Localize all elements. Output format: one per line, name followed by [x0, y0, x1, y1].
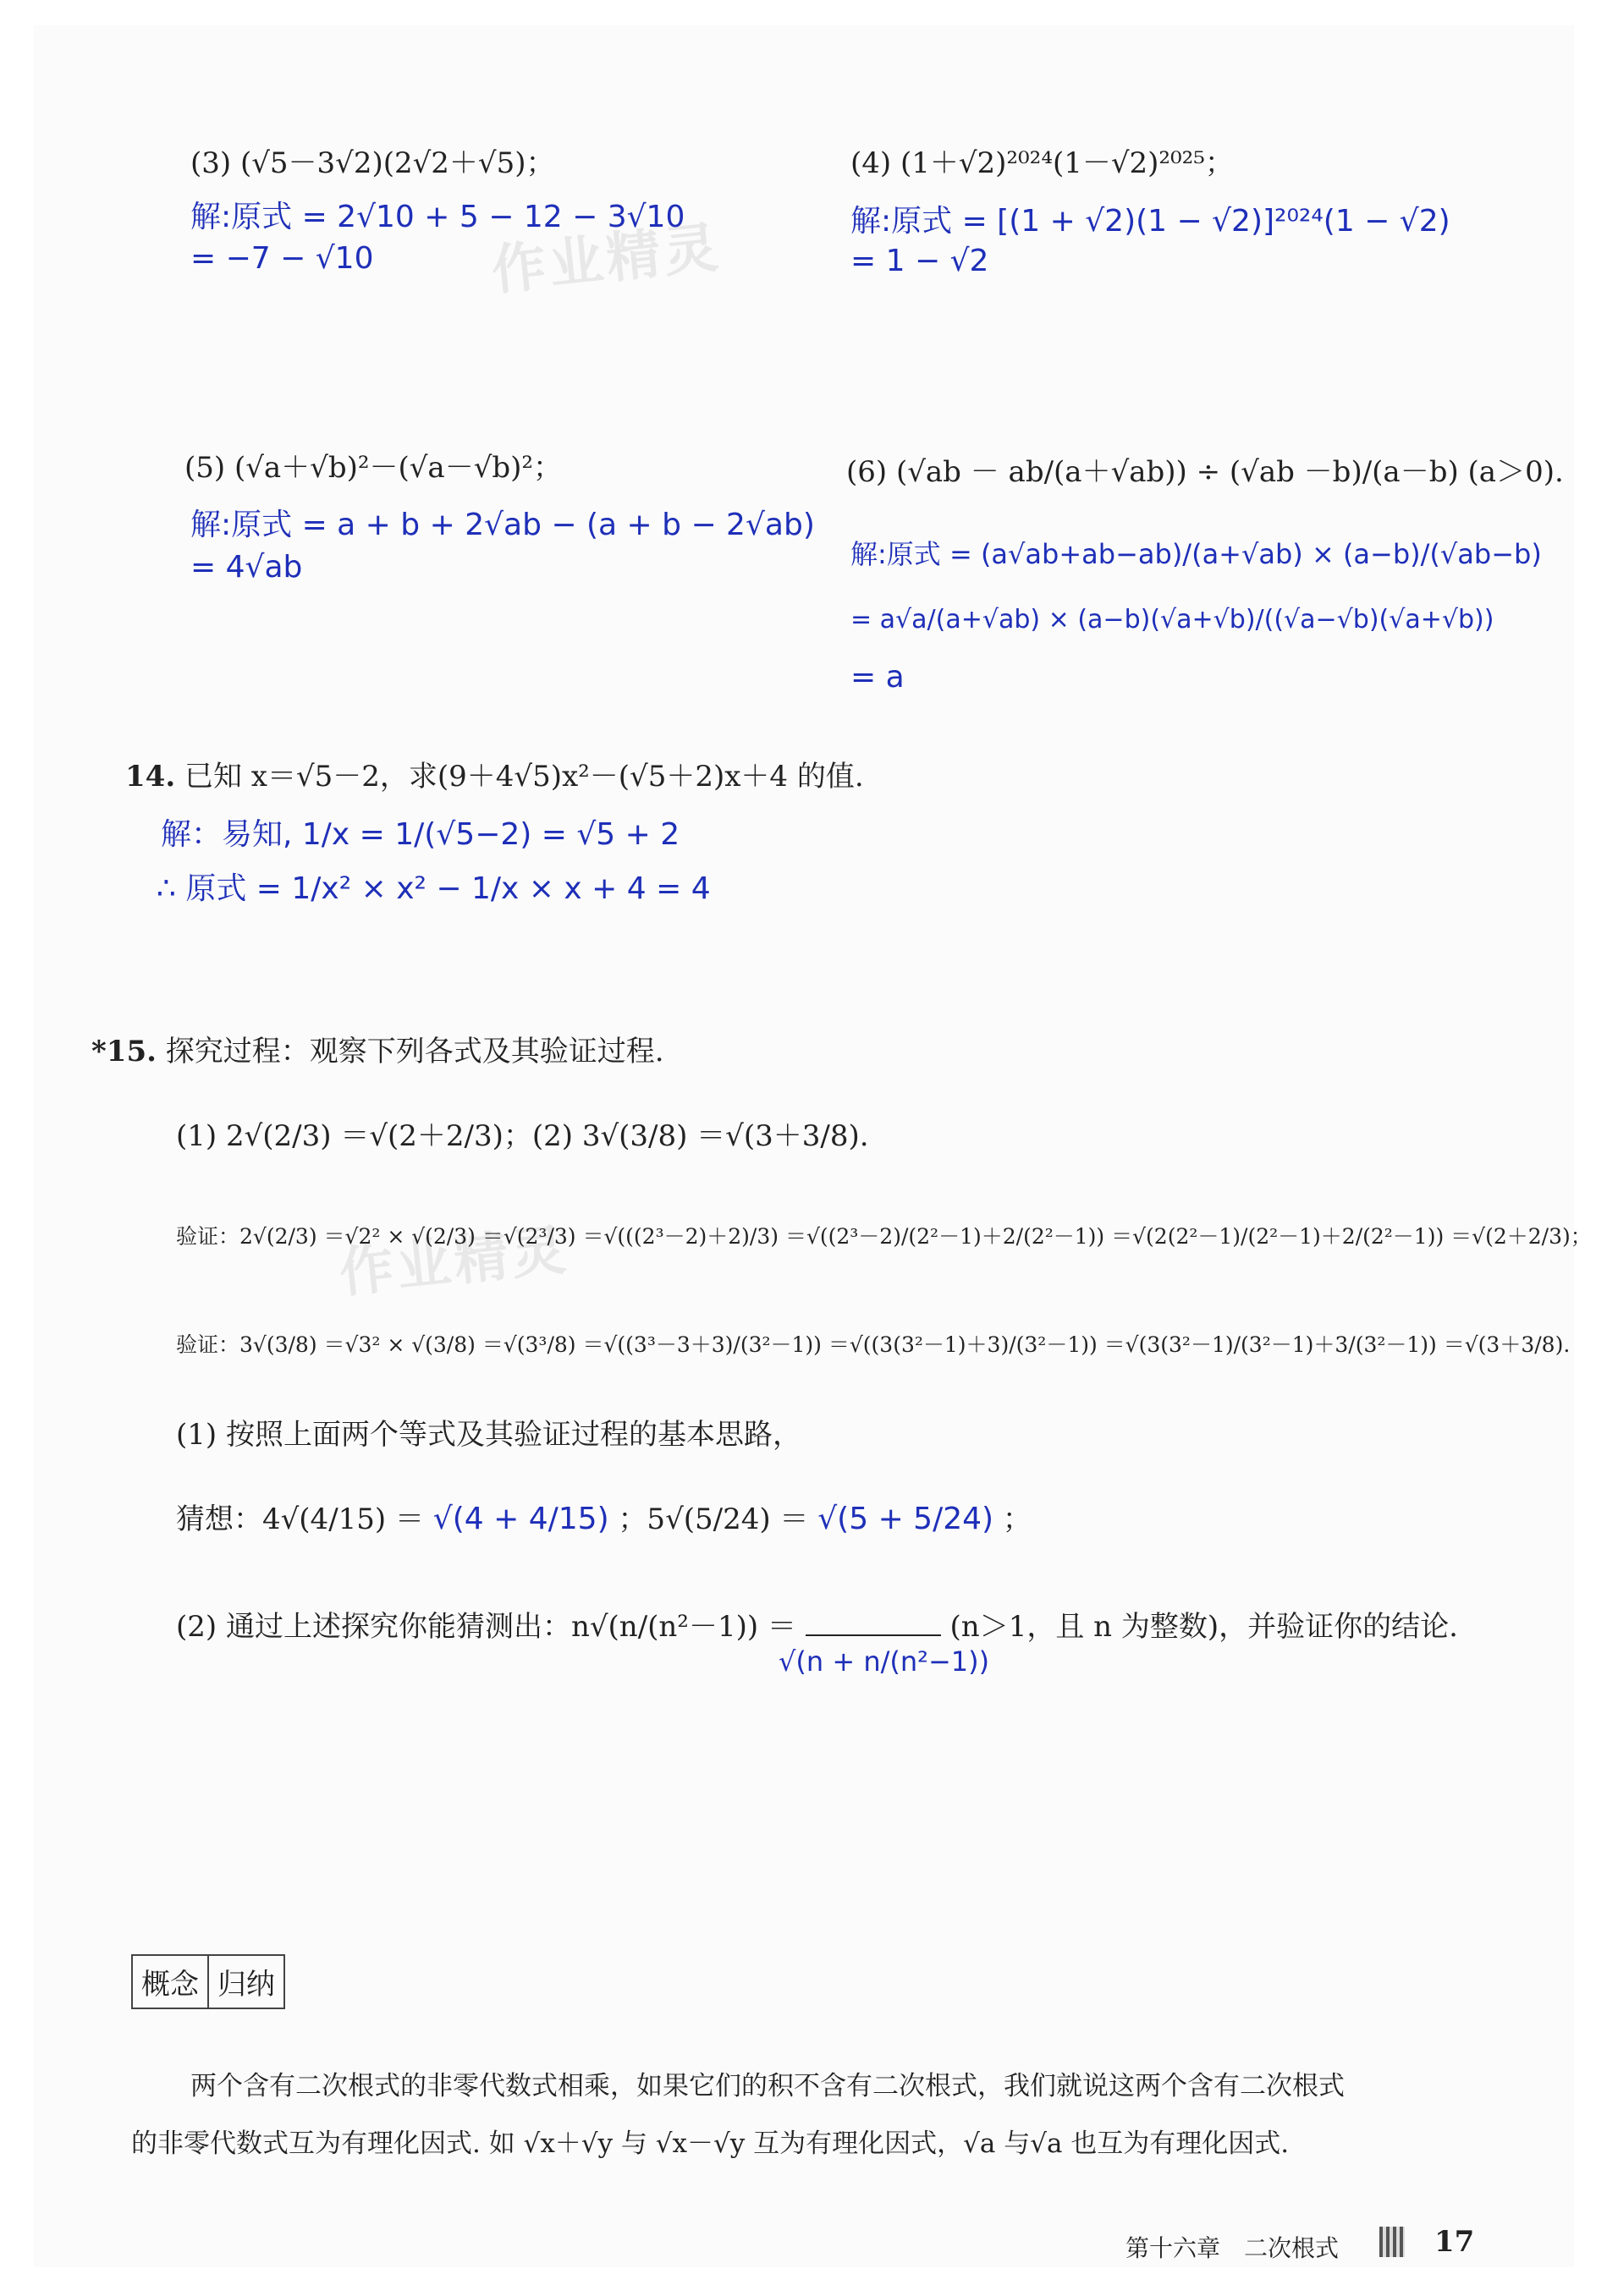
answer-blank — [806, 1634, 941, 1636]
problem-15-question: 探究过程：观察下列各式及其验证过程. — [165, 1035, 664, 1068]
guess-answer-2: √(5 + 5/24) — [817, 1502, 994, 1536]
problem-6-answer-line2: = a√a/(a+√ab) × (a−b)(√a+√b)/((√a−√b)(√a+√b)) — [850, 605, 1494, 634]
problem-6-question: (6) (√ab － ab/(a＋√ab)) ÷ (√ab －b)/(a－b) (a＞0). — [846, 455, 1564, 489]
problem-14-question: 已知 x＝√5－2，求(9＋4√5)x²－(√5＋2)x＋4 的值. — [184, 760, 864, 794]
guess-end: ； — [1002, 1502, 1032, 1536]
problem-6-answer-line3: = a — [850, 660, 905, 695]
problem-5-answer-line1: 解:原式 = a + b + 2√ab − (a + b − 2√ab) — [190, 508, 815, 542]
page-number: 17 — [1434, 2225, 1475, 2259]
problem-3-answer-line1: 解:原式 = 2√10 + 5 − 12 − 3√10 — [190, 200, 685, 234]
problem-5-question: (5) (√a＋√b)²－(√a－√b)²； — [184, 451, 563, 485]
sub2-suffix: (n＞1，且 n 为整数)，并验证你的结论. — [949, 1610, 1458, 1644]
concept-line-1: 两个含有二次根式的非零代数式相乘，如果它们的积不含有二次根式，我们就说这两个含有二次根式 — [190, 2071, 1345, 2101]
concept-header — [131, 1954, 285, 2009]
guess-middle: ；5√(5/24) ＝ — [618, 1502, 809, 1536]
problem-3-answer-line2: = −7 − √10 — [190, 241, 374, 276]
problem-15-examples: (1) 2√(2/3) ＝√(2＋2/3)；(2) 3√(3/8) ＝√(3＋3/8). — [176, 1119, 869, 1153]
problem-15 — [91, 1028, 664, 1069]
concept-tag-1: 概念 — [133, 1956, 209, 2008]
problem-4-answer-line2: = 1 − √2 — [850, 244, 989, 278]
problem-15-verify-1: 验证：2√(2/3) ＝√2² × √(2/3) ＝√(2³/3) ＝√(((2³－2)＋2)/3) ＝√((2³－2)/(2²－1)＋2/(2²－1)) ＝√(2(2²－1)/(2²－1)＋2/(2²－1)) ＝√(2＋2/3)； — [176, 1224, 1592, 1249]
problem-4-answer-line1: 解:原式 = [(1 + √2)(1 − √2)]²⁰²⁴(1 − √2) — [850, 204, 1450, 239]
problem-15-sub1: (1) 按照上面两个等式及其验证过程的基本思路， — [176, 1418, 801, 1452]
problem-14-number: 14. — [125, 760, 176, 794]
problem-14-answer-line2: ∴ 原式 = 1/x² × x² − 1/x × x + 4 = 4 — [157, 871, 711, 906]
problem-15-verify-2: 验证：3√(3/8) ＝√3² × √(3/8) ＝√(3³/8) ＝√((3³－3＋3)/(3²－1)) ＝√((3(3²－1)＋3)/(3²－1)) ＝√(3(3²－1)/(3²－1)＋3/(3²－1)) ＝√(3＋3/8). — [176, 1332, 1571, 1357]
footer-chapter: 第十六章 二次根式 — [1125, 2234, 1340, 2262]
problem-15-guess — [176, 1496, 1032, 1537]
problem-15-number: *15. — [91, 1035, 157, 1068]
concept-tag-2: 归纳 — [217, 1968, 275, 2002]
guess-prefix: 猜想：4√(4/15) ＝ — [176, 1502, 424, 1536]
watermark: 作业精灵 — [336, 1218, 572, 1305]
problem-14 — [125, 753, 864, 794]
problem-5-answer-line2: = 4√ab — [190, 550, 303, 585]
problem-15-sub2 — [176, 1603, 1458, 1645]
sub2-prefix: (2) 通过上述探究你能猜测出：n√(n/(n²－1)) ＝ — [176, 1610, 796, 1644]
problem-15-sub2-answer: √(n + n/(n²−1)) — [779, 1645, 990, 1678]
problem-3-question: (3) (√5－3√2)(2√2＋√5)； — [190, 146, 555, 180]
concept-line-2: 的非零代数式互为有理化因式. 如 √x＋√y 与 √x－√y 互为有理化因式，√a 与√a 也互为有理化因式. — [131, 2128, 1290, 2159]
watermark: 作业精灵 — [488, 216, 724, 303]
footer-decoration — [1379, 2227, 1405, 2257]
guess-answer-1: √(4 + 4/15) — [432, 1502, 609, 1536]
problem-14-answer-line1: 解：易知, 1/x = 1/(√5−2) = √5 + 2 — [161, 817, 680, 852]
problem-6-answer-line1: 解:原式 = (a√ab+ab−ab)/(a+√ab) × (a−b)/(√ab−b) — [850, 538, 1542, 570]
problem-4-question: (4) (1＋√2)²⁰²⁴(1－√2)²⁰²⁵； — [850, 146, 1234, 180]
